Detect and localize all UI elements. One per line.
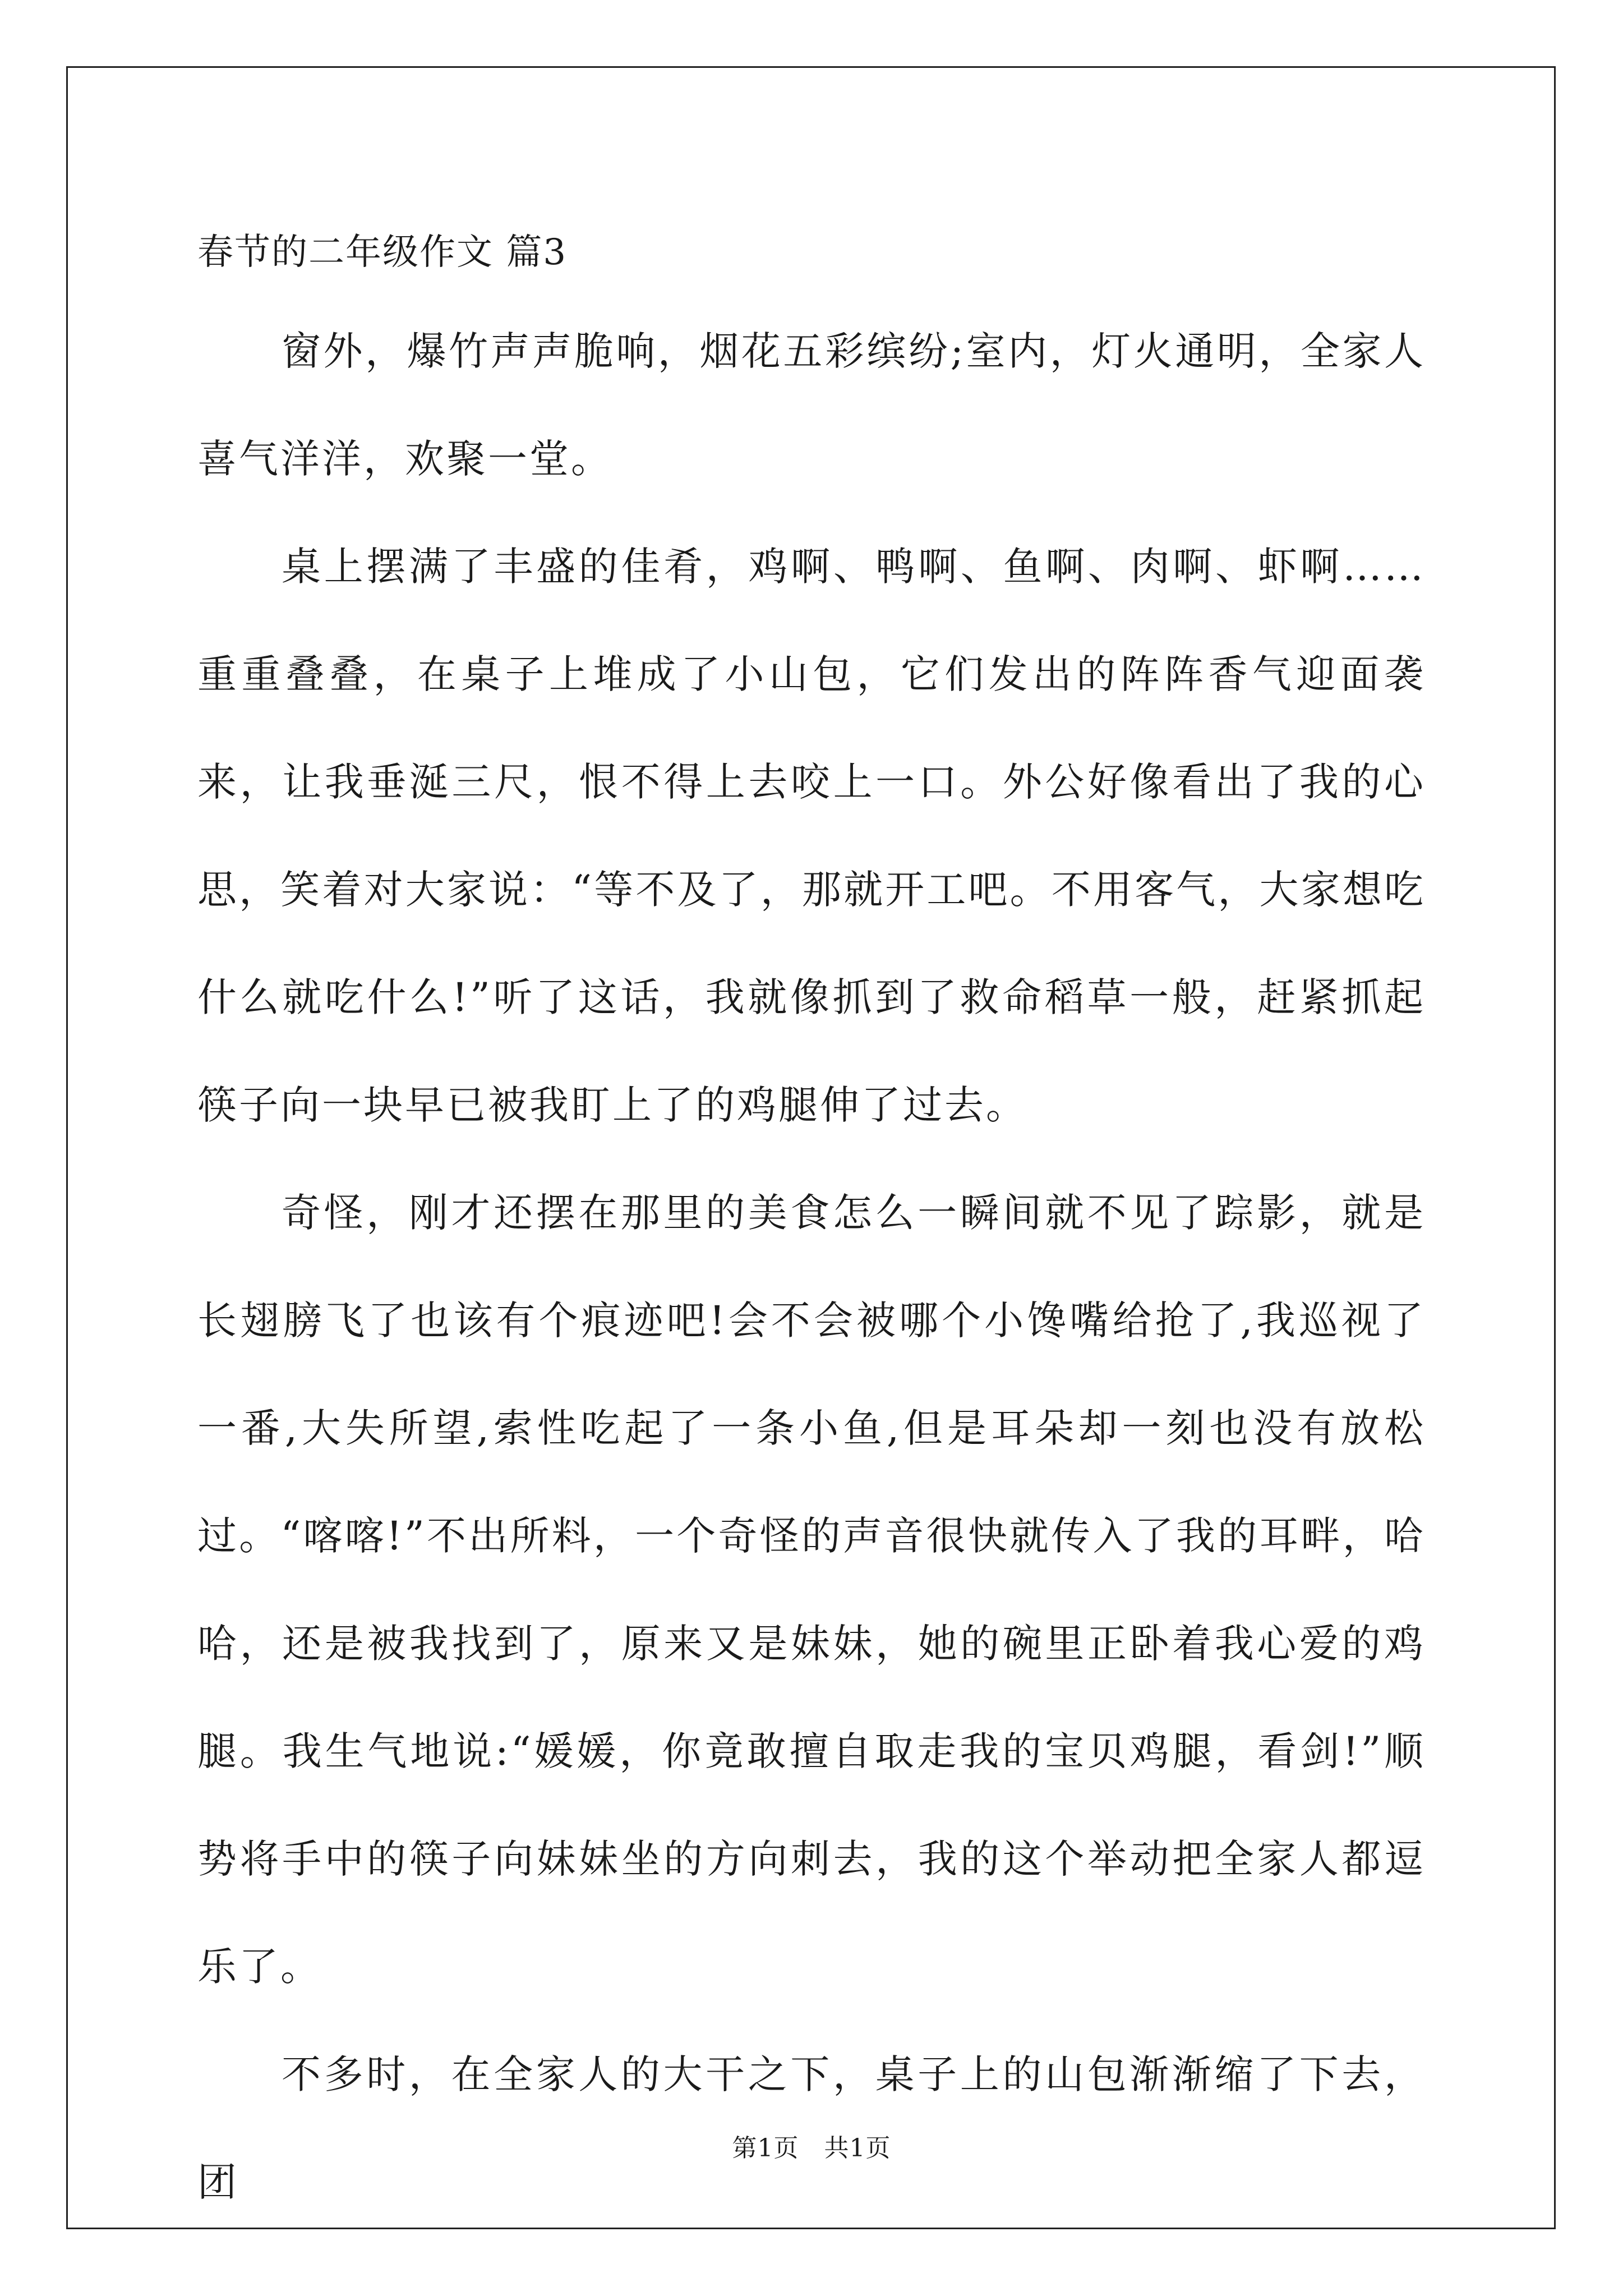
paragraph-1: 窗外，爆竹声声脆响，烟花五彩缤纷;室内，灯火通明，全家人喜气洋洋，欢聚一堂。: [197, 328, 1426, 482]
paragraph-2: 桌上摆满了丰盛的佳肴，鸡啊、鸭啊、鱼啊、肉啊、虾啊……重重叠叠，在桌子上堆成了小山包，它们发出的阵阵香气迎面袭来，让我垂涎三尺，恨不得上去咬上一口。外公好像看出了我的心思，笑着对大家说：“等不及了，那就开工吧。不用客气，大家想吃什么就吃什么!”听了这话，我就像抓到了救命稻草一般，赶紧抓起筷子向一块早已被我盯上了的鸡腿伸了过去。: [197, 544, 1426, 1128]
paragraph-4: 不多时，在全家人的大干之下，桌子上的山包渐渐缩了下去，团: [197, 2051, 1426, 2205]
document-title: 春节的二年级作文 篇3: [197, 232, 568, 273]
paragraph-3: 奇怪，刚才还摆在那里的美食怎么一瞬间就不见了踪影，就是长翅膀飞了也该有个痕迹吧!会不会被哪个小馋嘴给抢了,我巡视了一番,大失所望,索性吃起了一条小鱼,但是耳朵却一刻也没有放松过。“喀喀!”不出所料，一个奇怪的声音很快就传入了我的耳畔，哈哈，还是被我找到了，原来又是妹妹，她的碗里正卧着我心爱的鸡腿。我生气地说:“媛媛，你竟敢擅自取走我的宝贝鸡腿，看剑!”顺势将手中的筷子向妹妹坐的方向刺去，我的这个举动把全家人都逗乐了。: [197, 1190, 1426, 1990]
document-body: [197, 297, 1426, 2236]
page-footer: 第1页 共1页: [732, 2134, 891, 2162]
